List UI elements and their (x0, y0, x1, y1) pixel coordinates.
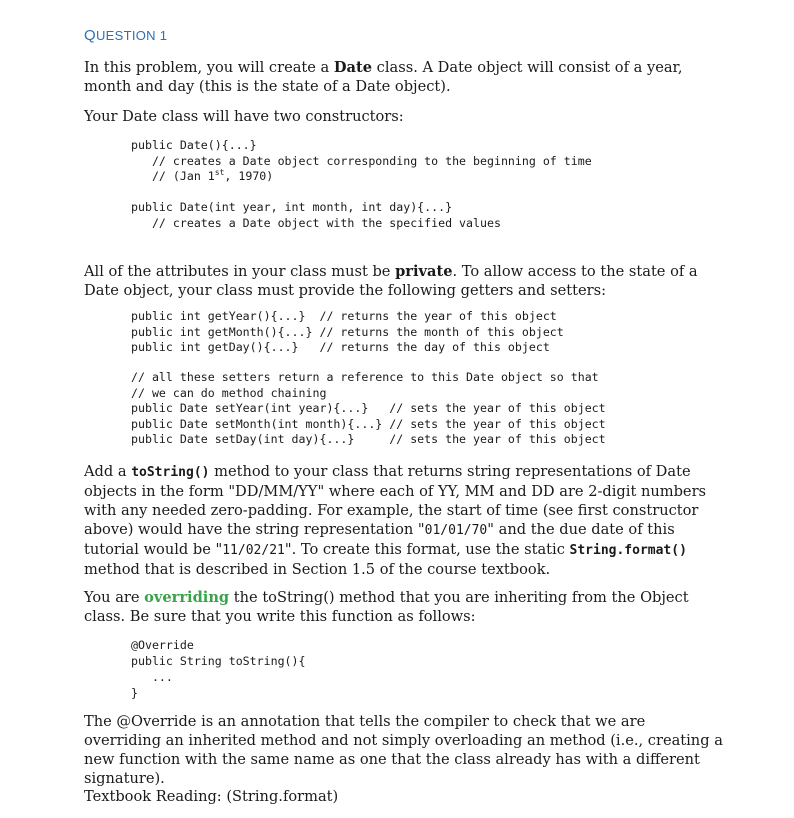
code-line: public int getYear(){...} // returns the year of this object (131, 309, 557, 323)
question-title: QUESTION 1 (84, 27, 168, 44)
constructors-intro: Your Date class will have two constructors: (84, 108, 404, 125)
code-line: @Override (131, 638, 194, 652)
attributes-paragraph: All of the attributes in your class must be private. To allow access to the state of a Date object, your class must provide the following getters and setters: (84, 263, 698, 299)
code-line: // creates a Date object corresponding to the beginning of time (131, 153, 592, 168)
code-line: // (Jan 1st, 1970) (131, 168, 274, 184)
tostring-paragraph: Add a toString() method to your class that returns string representations of Date objects in the form "DD/MM/YY" where each of YY, MM and DD are 2-digit numbers with any needed zero-padding. For example, the start of time (see first constructor above) would have the string representation "01/01/70" and the due date of this tutorial would be "11/02/21". To create this format, use the static String.format() method that is described in Section 1.5 of the course textbook. (84, 463, 707, 578)
code-line: public Date(){...} (131, 138, 257, 152)
code-line: public int getDay(){...} // returns the day of this object (131, 340, 550, 355)
code-line: public int getMonth(){...} // returns the month of this object (131, 324, 564, 339)
code-line: public Date setYear(int year){...} // sets the year of this object (131, 401, 606, 416)
setters-code (131, 370, 606, 448)
code-line: ... (131, 670, 173, 684)
intro-paragraph: In this problem, you will create a Date class. A Date object will consist of a year, month and day (this is the state of a Date object). (84, 59, 683, 95)
code-line: public Date(int year, int month, int day){...} (131, 200, 453, 214)
code-line: // all these setters return a reference to this Date object so that (131, 370, 599, 384)
getters-code (131, 309, 564, 356)
code-line: public String toString(){ (131, 654, 306, 668)
annotation-paragraph: The @Override is an annotation that tells the compiler to check that we are overriding an inherited method and not simply overloading an method (i.e., creating a new function with the same name as one that the class already has with a different signature). (84, 713, 723, 787)
constructor-2-code (131, 200, 501, 231)
textbook-reading: Textbook Reading: (String.format) (84, 788, 339, 805)
code-line: public Date setDay(int day){...} // sets the year of this object (131, 432, 606, 447)
code-line: // we can do method chaining (131, 385, 327, 400)
override-paragraph: You are overriding the toString() method that you are inheriting from the Object class. Be sure that you write this function as follows: (84, 589, 689, 625)
code-line: public Date setMonth(int month){...} // sets the year of this object (131, 416, 606, 431)
override-code (131, 637, 306, 701)
code-line: // creates a Date object with the specified values (131, 215, 501, 230)
constructor-1-code (131, 138, 592, 185)
code-line: } (131, 686, 138, 700)
